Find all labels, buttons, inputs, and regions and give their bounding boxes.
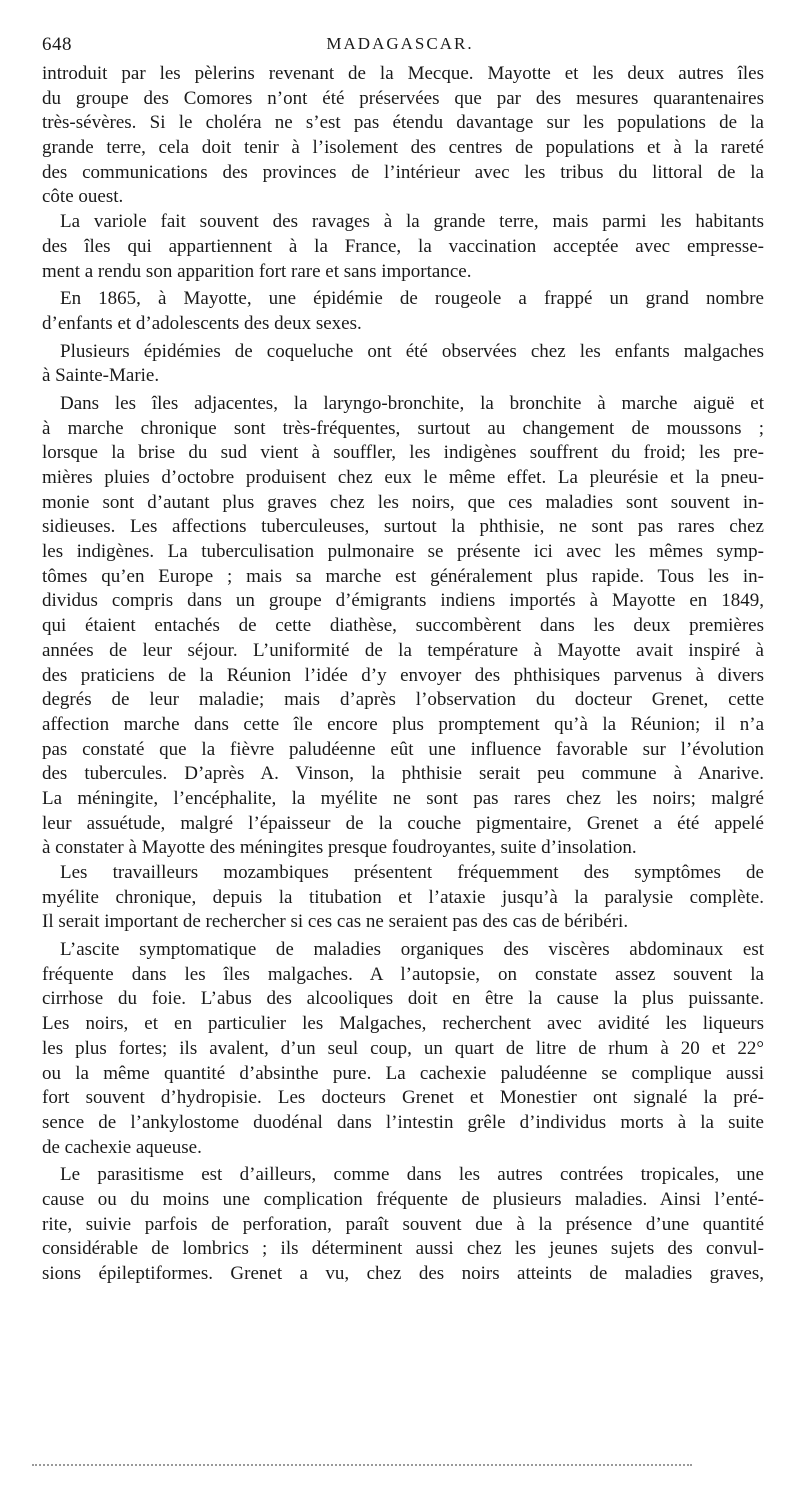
text-line: Il serait important de rechercher si ces cas ne seraient pas des cas de béribéri.: [42, 911, 629, 933]
text-line: introduit par les pèlerins revenant de la Mecque. Mayotte et les deux autres îles: [42, 63, 764, 84]
text-line: dividus compris dans un groupe d’émigrants indiens importés à Mayotte en 1849,: [42, 590, 764, 612]
text-line: des îles qui appartiennent à la France, la vaccination acceptée avec empresse-: [42, 235, 764, 257]
text-line: monie sont d’autant plus graves chez les noirs, que ces maladies sont souvent in-: [42, 491, 764, 513]
text-line: à marche chronique sont très-fréquentes, surtout au changement de moussons ;: [42, 417, 764, 439]
text-line: tômes qu’en Europe ; mais sa marche est généralement plus rapide. Tous les in-: [42, 565, 764, 587]
text-line: de cachexie aqueuse.: [42, 1136, 202, 1158]
text-line: fréquente dans les îles malgaches. A l’autopsie, on constate assez souvent la: [42, 963, 764, 985]
text-line: La méningite, l’encéphalite, la myélite ne sont pas rares chez les noirs; malgré: [42, 787, 764, 809]
text-line: cirrhose du foie. L’abus des alcooliques doit en être la cause la plus puissante.: [42, 988, 764, 1010]
text-line: ou la même quantité d’absinthe pure. La cachexie paludéenne se complique aussi: [42, 1062, 764, 1084]
text-line: Le parasitisme est d’ailleurs, comme dans les autres contrées tropicales, une: [60, 1164, 764, 1186]
text-line: En 1865, à Mayotte, une épidémie de rougeole a frappé un grand nombre: [60, 288, 764, 310]
text-line: des communications des provinces de l’intérieur avec les tribus du littoral de la: [42, 161, 764, 183]
running-title: MADAGASCAR.: [326, 34, 474, 53]
text-line: du groupe des Comores n’ont été préservées que par des mesures quarantenaires: [42, 87, 764, 109]
text-line: années de leur séjour. L’uniformité de la température à Mayotte avait inspiré à: [42, 639, 764, 661]
text-line: à constater à Mayotte des méningites presque foudroyantes, suite d’insolation.: [42, 837, 637, 859]
text-line: L’ascite symptomatique de maladies organiques des viscères abdominaux est: [60, 939, 764, 961]
text-line: Dans les îles adjacentes, la laryngo-bronchite, la bronchite à marche aiguë et: [60, 392, 764, 414]
text-line: considérable de lombrics ; ils déterminent aussi chez les jeunes sujets des convul-: [42, 1238, 764, 1260]
text-line: leur assuétude, malgré l’épaisseur de la couche pigmentaire, Grenet a été appelé: [42, 812, 764, 834]
text-line: très-sévères. Si le choléra ne s’est pas étendu davantage sur les populations de la: [42, 112, 764, 134]
text-line: les plus fortes; ils avalent, d’un seul coup, un quart de litre de rhum à 20 et 22°: [42, 1037, 764, 1059]
text-line: Plusieurs épidémies de coqueluche ont été observées chez les enfants malgaches: [60, 340, 764, 362]
text-line: degrés de leur maladie; mais d’après l’observation du docteur Grenet, cette: [42, 689, 764, 711]
footer-rule: [32, 1464, 692, 1466]
text-line: à Sainte-Marie.: [42, 365, 160, 387]
page-number: 648: [42, 34, 72, 55]
text-line: lorsque la brise du sud vient à souffler, les indigènes souffrent du froid; les pre-: [42, 442, 764, 464]
text-line: les indigènes. La tuberculisation pulmonaire se présente ici avec les mêmes symp-: [42, 541, 764, 563]
text-line: pas constaté que la fièvre paludéenne eût une influence favorable sur l’évolution: [42, 738, 764, 760]
text-line: ment a rendu son apparition fort rare et sans importance.: [42, 260, 472, 282]
text-line: sions épileptiformes. Grenet a vu, chez des noirs atteints de maladies graves,: [42, 1263, 764, 1284]
text-line: rite, suivie parfois de perforation, paraît souvent due à la présence d’une quantité: [42, 1213, 764, 1235]
body-text: [42, 62, 764, 1287]
text-line: Les travailleurs mozambiques présentent fréquemment des symptômes de: [60, 862, 764, 883]
text-line: des tubercules. D’après A. Vinson, la phthisie serait peu commune à Anarive.: [42, 763, 764, 785]
text-line: sence de l’ankylostome duodénal dans l’intestin grêle d’individus morts à la suite: [42, 1111, 764, 1133]
text-line: des praticiens de la Réunion l’idée d’y envoyer des phthisiques parvenus à divers: [42, 664, 764, 686]
text-line: fort souvent d’hydropisie. Les docteurs Grenet et Monestier ont signalé la pré-: [42, 1087, 764, 1109]
text-line: qui étaient entachés de cette diathèse, succombèrent dans les deux premières: [42, 615, 764, 637]
text-line: La variole fait souvent des ravages à la grande terre, mais parmi les habitants: [60, 211, 764, 233]
text-line: cause ou du moins une complication fréquente de plusieurs maladies. Ainsi l’enté-: [42, 1188, 764, 1210]
running-head: [40, 34, 760, 62]
text-line: Les noirs, et en particulier les Malgaches, recherchent avec avidité les liqueurs: [42, 1013, 764, 1035]
text-line: myélite chronique, depuis la titubation et l’ataxie jusqu’à la paralysie complète.: [42, 886, 764, 908]
text-line: mières pluies d’octobre produisent chez eux le même effet. La pleurésie et la pneu-: [42, 467, 764, 488]
text-line: d’enfants et d’adolescents des deux sexes.: [42, 312, 362, 334]
text-line: grande terre, cela doit tenir à l’isolement des centres de populations et à la rareté: [42, 137, 764, 159]
text-line: côte ouest.: [42, 186, 124, 208]
text-line: sidieuses. Les affections tuberculeuses, surtout la phthisie, ne sont pas rares chez: [42, 516, 764, 538]
text-line: affection marche dans cette île encore plus promptement qu’à la Réunion; il n’a: [42, 713, 764, 735]
